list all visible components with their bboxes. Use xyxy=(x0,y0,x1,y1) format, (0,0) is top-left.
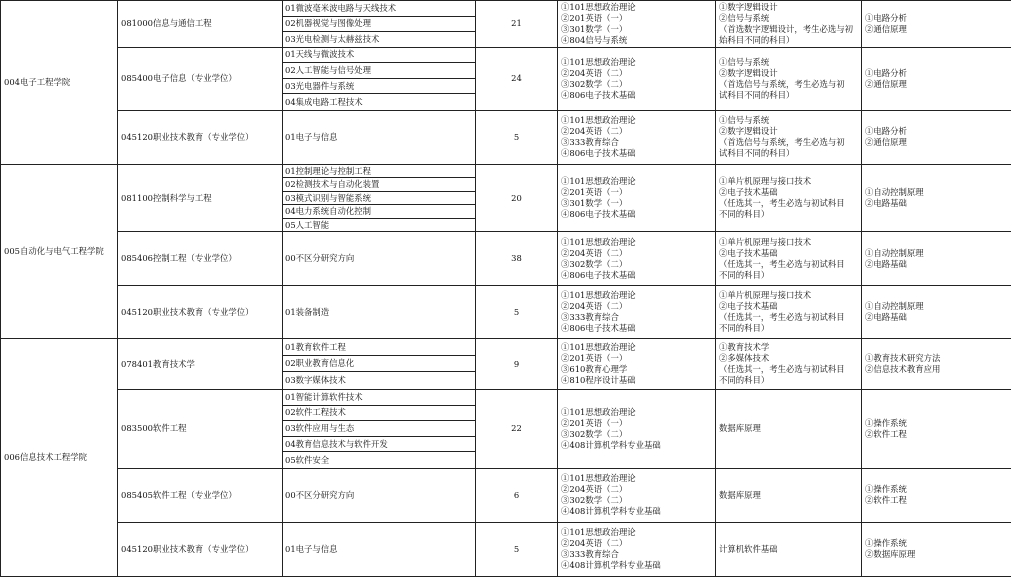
exam-subject-line: ②201英语（一） xyxy=(561,417,628,428)
table-row xyxy=(1,339,1011,356)
exam-subject-line: ③301数学（一） xyxy=(561,23,628,34)
equal-ability-subject-line: ①自动控制原理 xyxy=(865,301,924,312)
retest-subject-line: （任选其一，考生必选与初试科目 xyxy=(719,198,845,209)
exam-subject-line: ③333教育综合 xyxy=(561,137,619,148)
exam-subject-line: ③610教育心理学 xyxy=(561,364,628,375)
exam-subjects-cell xyxy=(558,110,716,164)
retest-subject-line: 数据库原理 xyxy=(719,423,761,434)
retest-subjects-cell xyxy=(716,522,862,576)
equal-ability-subjects-cell xyxy=(862,339,1011,390)
equal-ability-subjects-cell xyxy=(862,47,1011,110)
research-direction-cell: 04集成电路工程技术 xyxy=(283,94,476,111)
equal-ability-subject-line: ②通信原理 xyxy=(865,78,907,89)
equal-ability-subject-line: ②电路基础 xyxy=(865,258,907,269)
retest-subject-line: 不同的科目） xyxy=(719,375,770,386)
table-row xyxy=(1,164,1011,177)
exam-subject-line: ①101思想政治理论 xyxy=(561,176,636,187)
retest-subject-line: 试科目不同的科目） xyxy=(719,148,795,159)
exam-subject-line: ④806电子技术基础 xyxy=(561,269,636,280)
exam-subject-line: ②204英语（二） xyxy=(561,67,628,78)
research-direction-cell: 01智能计算软件技术 xyxy=(283,390,476,406)
retest-subject-line: 试科目不同的科目） xyxy=(719,89,795,100)
exam-subject-line: ②204英语（二） xyxy=(561,247,628,258)
table-row xyxy=(1,468,1011,522)
exam-subject-line: ③302数学（二） xyxy=(561,258,628,269)
exam-subject-line: ①101思想政治理论 xyxy=(561,236,636,247)
research-direction-cell: 01天线与微波技术 xyxy=(283,47,476,63)
exam-subject-line: ②201英语（一） xyxy=(561,353,628,364)
major-cell: 083500软件工程 xyxy=(118,390,283,469)
major-cell: 045120职业技术教育（专业学位） xyxy=(118,522,283,576)
equal-ability-subject-line: ②信息技术教育应用 xyxy=(865,364,941,375)
research-direction-cell: 02职业教育信息化 xyxy=(283,355,476,372)
exam-subject-line: ④806电子技术基础 xyxy=(561,148,636,159)
major-cell: 045120职业技术教育（专业学位） xyxy=(118,286,283,339)
major-cell: 081000信息与通信工程 xyxy=(118,1,283,48)
major-cell: 081100控制科学与工程 xyxy=(118,164,283,231)
exam-subject-line: ③333教育综合 xyxy=(561,312,619,323)
exam-subject-line: ①101思想政治理论 xyxy=(561,406,636,417)
retest-subject-line: （任选其一，考生必选与初试科目 xyxy=(719,312,845,323)
exam-subject-line: ①101思想政治理论 xyxy=(561,115,636,126)
retest-subject-line: ①信号与系统 xyxy=(719,56,770,67)
retest-subjects-cell xyxy=(716,1,862,48)
equal-ability-subjects-cell xyxy=(862,522,1011,576)
quota-cell: 22 xyxy=(476,390,558,469)
equal-ability-subject-line: ②电路基础 xyxy=(865,198,907,209)
research-direction-cell: 01电子与信息 xyxy=(283,522,476,576)
exam-subject-line: ②201英语（一） xyxy=(561,187,628,198)
major-cell: 078401教育技术学 xyxy=(118,339,283,390)
retest-subject-line: 不同的科目） xyxy=(719,209,770,220)
exam-subjects-cell xyxy=(558,232,716,286)
retest-subject-line: ②电子技术基础 xyxy=(719,187,778,198)
equal-ability-subject-line: ①操作系统 xyxy=(865,417,907,428)
retest-subject-line: ①教育技术学 xyxy=(719,342,770,353)
retest-subject-line: 不同的科目） xyxy=(719,269,770,280)
research-direction-cell: 01教育软件工程 xyxy=(283,339,476,356)
equal-ability-subject-line: ②软件工程 xyxy=(865,428,907,439)
retest-subject-line: ②多媒体技术 xyxy=(719,353,770,364)
quota-cell: 9 xyxy=(476,339,558,390)
retest-subject-line: 计算机软件基础 xyxy=(719,543,778,554)
exam-subject-line: ④804信号与系统 xyxy=(561,34,628,45)
exam-subject-line: ②204英语（二） xyxy=(561,538,628,549)
college-name-cell: 004电子工程学院 xyxy=(1,1,118,165)
equal-ability-subject-line: ①教育技术研究方法 xyxy=(865,353,941,364)
retest-subject-line: 不同的科目） xyxy=(719,323,770,334)
exam-subjects-cell xyxy=(558,390,716,469)
equal-ability-subjects-cell xyxy=(862,468,1011,522)
exam-subjects-cell xyxy=(558,286,716,339)
exam-subjects-cell xyxy=(558,339,716,390)
equal-ability-subject-line: ①电路分析 xyxy=(865,12,907,23)
quota-cell: 5 xyxy=(476,286,558,339)
major-cell: 085405软件工程（专业学位） xyxy=(118,468,283,522)
table-row xyxy=(1,47,1011,63)
retest-subjects-cell xyxy=(716,232,862,286)
exam-subjects-cell xyxy=(558,47,716,110)
research-direction-cell: 02检测技术与自动化装置 xyxy=(283,178,476,191)
exam-subject-line: ④806电子技术基础 xyxy=(561,209,636,220)
quota-cell: 24 xyxy=(476,47,558,110)
research-direction-cell: 02机器视觉与图像处理 xyxy=(283,16,476,32)
quota-cell: 5 xyxy=(476,110,558,164)
exam-subject-line: ①101思想政治理论 xyxy=(561,56,636,67)
equal-ability-subject-line: ①操作系统 xyxy=(865,538,907,549)
exam-subject-line: ④408计算机学科专业基础 xyxy=(561,506,661,517)
exam-subject-line: ②204英语（二） xyxy=(561,484,628,495)
retest-subject-line: （首选信号与系统，考生必选与初 xyxy=(719,78,845,89)
retest-subject-line: ②数字逻辑设计 xyxy=(719,126,778,137)
table-body xyxy=(1,1,1011,577)
exam-subject-line: ②201英语（一） xyxy=(561,12,628,23)
research-direction-cell: 03数字媒体技术 xyxy=(283,372,476,390)
retest-subject-line: ②电子技术基础 xyxy=(719,247,778,258)
major-cell: 085400电子信息（专业学位） xyxy=(118,47,283,110)
table-row xyxy=(1,522,1011,576)
research-direction-cell: 00不区分研究方向 xyxy=(283,468,476,522)
equal-ability-subjects-cell xyxy=(862,164,1011,231)
retest-subject-line: （首选数字逻辑设计，考生必选与初 xyxy=(719,23,853,34)
research-direction-cell: 01装备制造 xyxy=(283,286,476,339)
exam-subject-line: ③333教育综合 xyxy=(561,549,619,560)
equal-ability-subject-line: ①电路分析 xyxy=(865,126,907,137)
exam-subjects-cell xyxy=(558,522,716,576)
equal-ability-subjects-cell xyxy=(862,110,1011,164)
exam-subject-line: ④810程序设计基础 xyxy=(561,375,636,386)
retest-subjects-cell xyxy=(716,468,862,522)
quota-cell: 21 xyxy=(476,1,558,48)
retest-subjects-cell xyxy=(716,110,862,164)
equal-ability-subject-line: ①自动控制原理 xyxy=(865,187,924,198)
research-direction-cell: 04电力系统自动化控制 xyxy=(283,205,476,218)
retest-subject-line: （任选其一，考生必选与初试科目 xyxy=(719,364,845,375)
retest-subject-line: ②电子技术基础 xyxy=(719,301,778,312)
table-row xyxy=(1,110,1011,164)
exam-subject-line: ③302数学（二） xyxy=(561,78,628,89)
exam-subject-line: ④408计算机学科专业基础 xyxy=(561,439,661,450)
college-name-cell: 005自动化与电气工程学院 xyxy=(1,164,118,338)
research-direction-cell: 01控制理论与控制工程 xyxy=(283,164,476,177)
retest-subject-line: ①数字逻辑设计 xyxy=(719,1,778,12)
exam-subject-line: ①101思想政治理论 xyxy=(561,473,636,484)
research-direction-cell: 03光电检测与太赫兹技术 xyxy=(283,32,476,48)
research-direction-cell: 02软件工程技术 xyxy=(283,405,476,421)
research-direction-cell: 01电子与信息 xyxy=(283,110,476,164)
equal-ability-subject-line: ②数据库原理 xyxy=(865,549,916,560)
college-name-cell: 006信息技术工程学院 xyxy=(1,339,118,577)
retest-subjects-cell xyxy=(716,390,862,469)
exam-subject-line: ④806电子技术基础 xyxy=(561,89,636,100)
exam-subject-line: ④408计算机学科专业基础 xyxy=(561,560,661,571)
equal-ability-subject-line: ②通信原理 xyxy=(865,137,907,148)
research-direction-cell: 05人工智能 xyxy=(283,218,476,231)
research-direction-cell: 00不区分研究方向 xyxy=(283,232,476,286)
research-direction-cell: 03软件应用与生态 xyxy=(283,421,476,437)
equal-ability-subject-line: ①电路分析 xyxy=(865,67,907,78)
equal-ability-subjects-cell xyxy=(862,390,1011,469)
retest-subject-line: ①信号与系统 xyxy=(719,115,770,126)
major-cell: 085406控制工程（专业学位） xyxy=(118,232,283,286)
retest-subject-line: ①单片机原理与接口技术 xyxy=(719,236,812,247)
retest-subjects-cell xyxy=(716,47,862,110)
research-direction-cell: 02人工智能与信号处理 xyxy=(283,63,476,79)
major-cell: 045120职业技术教育（专业学位） xyxy=(118,110,283,164)
retest-subject-line: （首选信号与系统，考生必选与初 xyxy=(719,137,845,148)
exam-subjects-cell xyxy=(558,468,716,522)
retest-subject-line: ①单片机原理与接口技术 xyxy=(719,290,812,301)
research-direction-cell: 01微波毫米波电路与天线技术 xyxy=(283,1,476,17)
equal-ability-subjects-cell xyxy=(862,232,1011,286)
exam-subject-line: ③301数学（一） xyxy=(561,198,628,209)
exam-subject-line: ③302数学（二） xyxy=(561,428,628,439)
research-direction-cell: 05软件安全 xyxy=(283,452,476,469)
exam-subject-line: ④806电子技术基础 xyxy=(561,323,636,334)
retest-subject-line: （任选其一，考生必选与初试科目 xyxy=(719,258,845,269)
equal-ability-subjects-cell xyxy=(862,286,1011,339)
quota-cell: 6 xyxy=(476,468,558,522)
research-direction-cell: 03光电器件与系统 xyxy=(283,78,476,94)
exam-subject-line: ①101思想政治理论 xyxy=(561,290,636,301)
equal-ability-subject-line: ①自动控制原理 xyxy=(865,247,924,258)
retest-subjects-cell xyxy=(716,164,862,231)
equal-ability-subject-line: ②软件工程 xyxy=(865,495,907,506)
table-row xyxy=(1,390,1011,406)
exam-subject-line: ①101思想政治理论 xyxy=(561,527,636,538)
equal-ability-subject-line: ②电路基础 xyxy=(865,312,907,323)
retest-subject-line: ②信号与系统 xyxy=(719,12,770,23)
table-row xyxy=(1,286,1011,339)
equal-ability-subjects-cell xyxy=(862,1,1011,48)
retest-subject-line: ①单片机原理与接口技术 xyxy=(719,176,812,187)
quota-cell: 5 xyxy=(476,522,558,576)
table-row xyxy=(1,1,1011,17)
table-row xyxy=(1,232,1011,286)
exam-subject-line: ①101思想政治理论 xyxy=(561,342,636,353)
retest-subject-line: 始科目不同的科目） xyxy=(719,34,795,45)
exam-subject-line: ③302数学（二） xyxy=(561,495,628,506)
research-direction-cell: 04教育信息技术与软件开发 xyxy=(283,436,476,452)
exam-subjects-cell xyxy=(558,164,716,231)
retest-subject-line: ②数字逻辑设计 xyxy=(719,67,778,78)
exam-subjects-cell xyxy=(558,1,716,48)
retest-subjects-cell xyxy=(716,286,862,339)
quota-cell: 38 xyxy=(476,232,558,286)
equal-ability-subject-line: ②通信原理 xyxy=(865,23,907,34)
equal-ability-subject-line: ①操作系统 xyxy=(865,484,907,495)
research-direction-cell: 03模式识别与智能系统 xyxy=(283,191,476,204)
exam-subject-line: ②204英语（二） xyxy=(561,126,628,137)
retest-subjects-cell xyxy=(716,339,862,390)
quota-cell: 20 xyxy=(476,164,558,231)
exam-subject-line: ①101思想政治理论 xyxy=(561,1,636,12)
retest-subject-line: 数据库原理 xyxy=(719,489,761,500)
exam-subject-line: ②204英语（二） xyxy=(561,301,628,312)
